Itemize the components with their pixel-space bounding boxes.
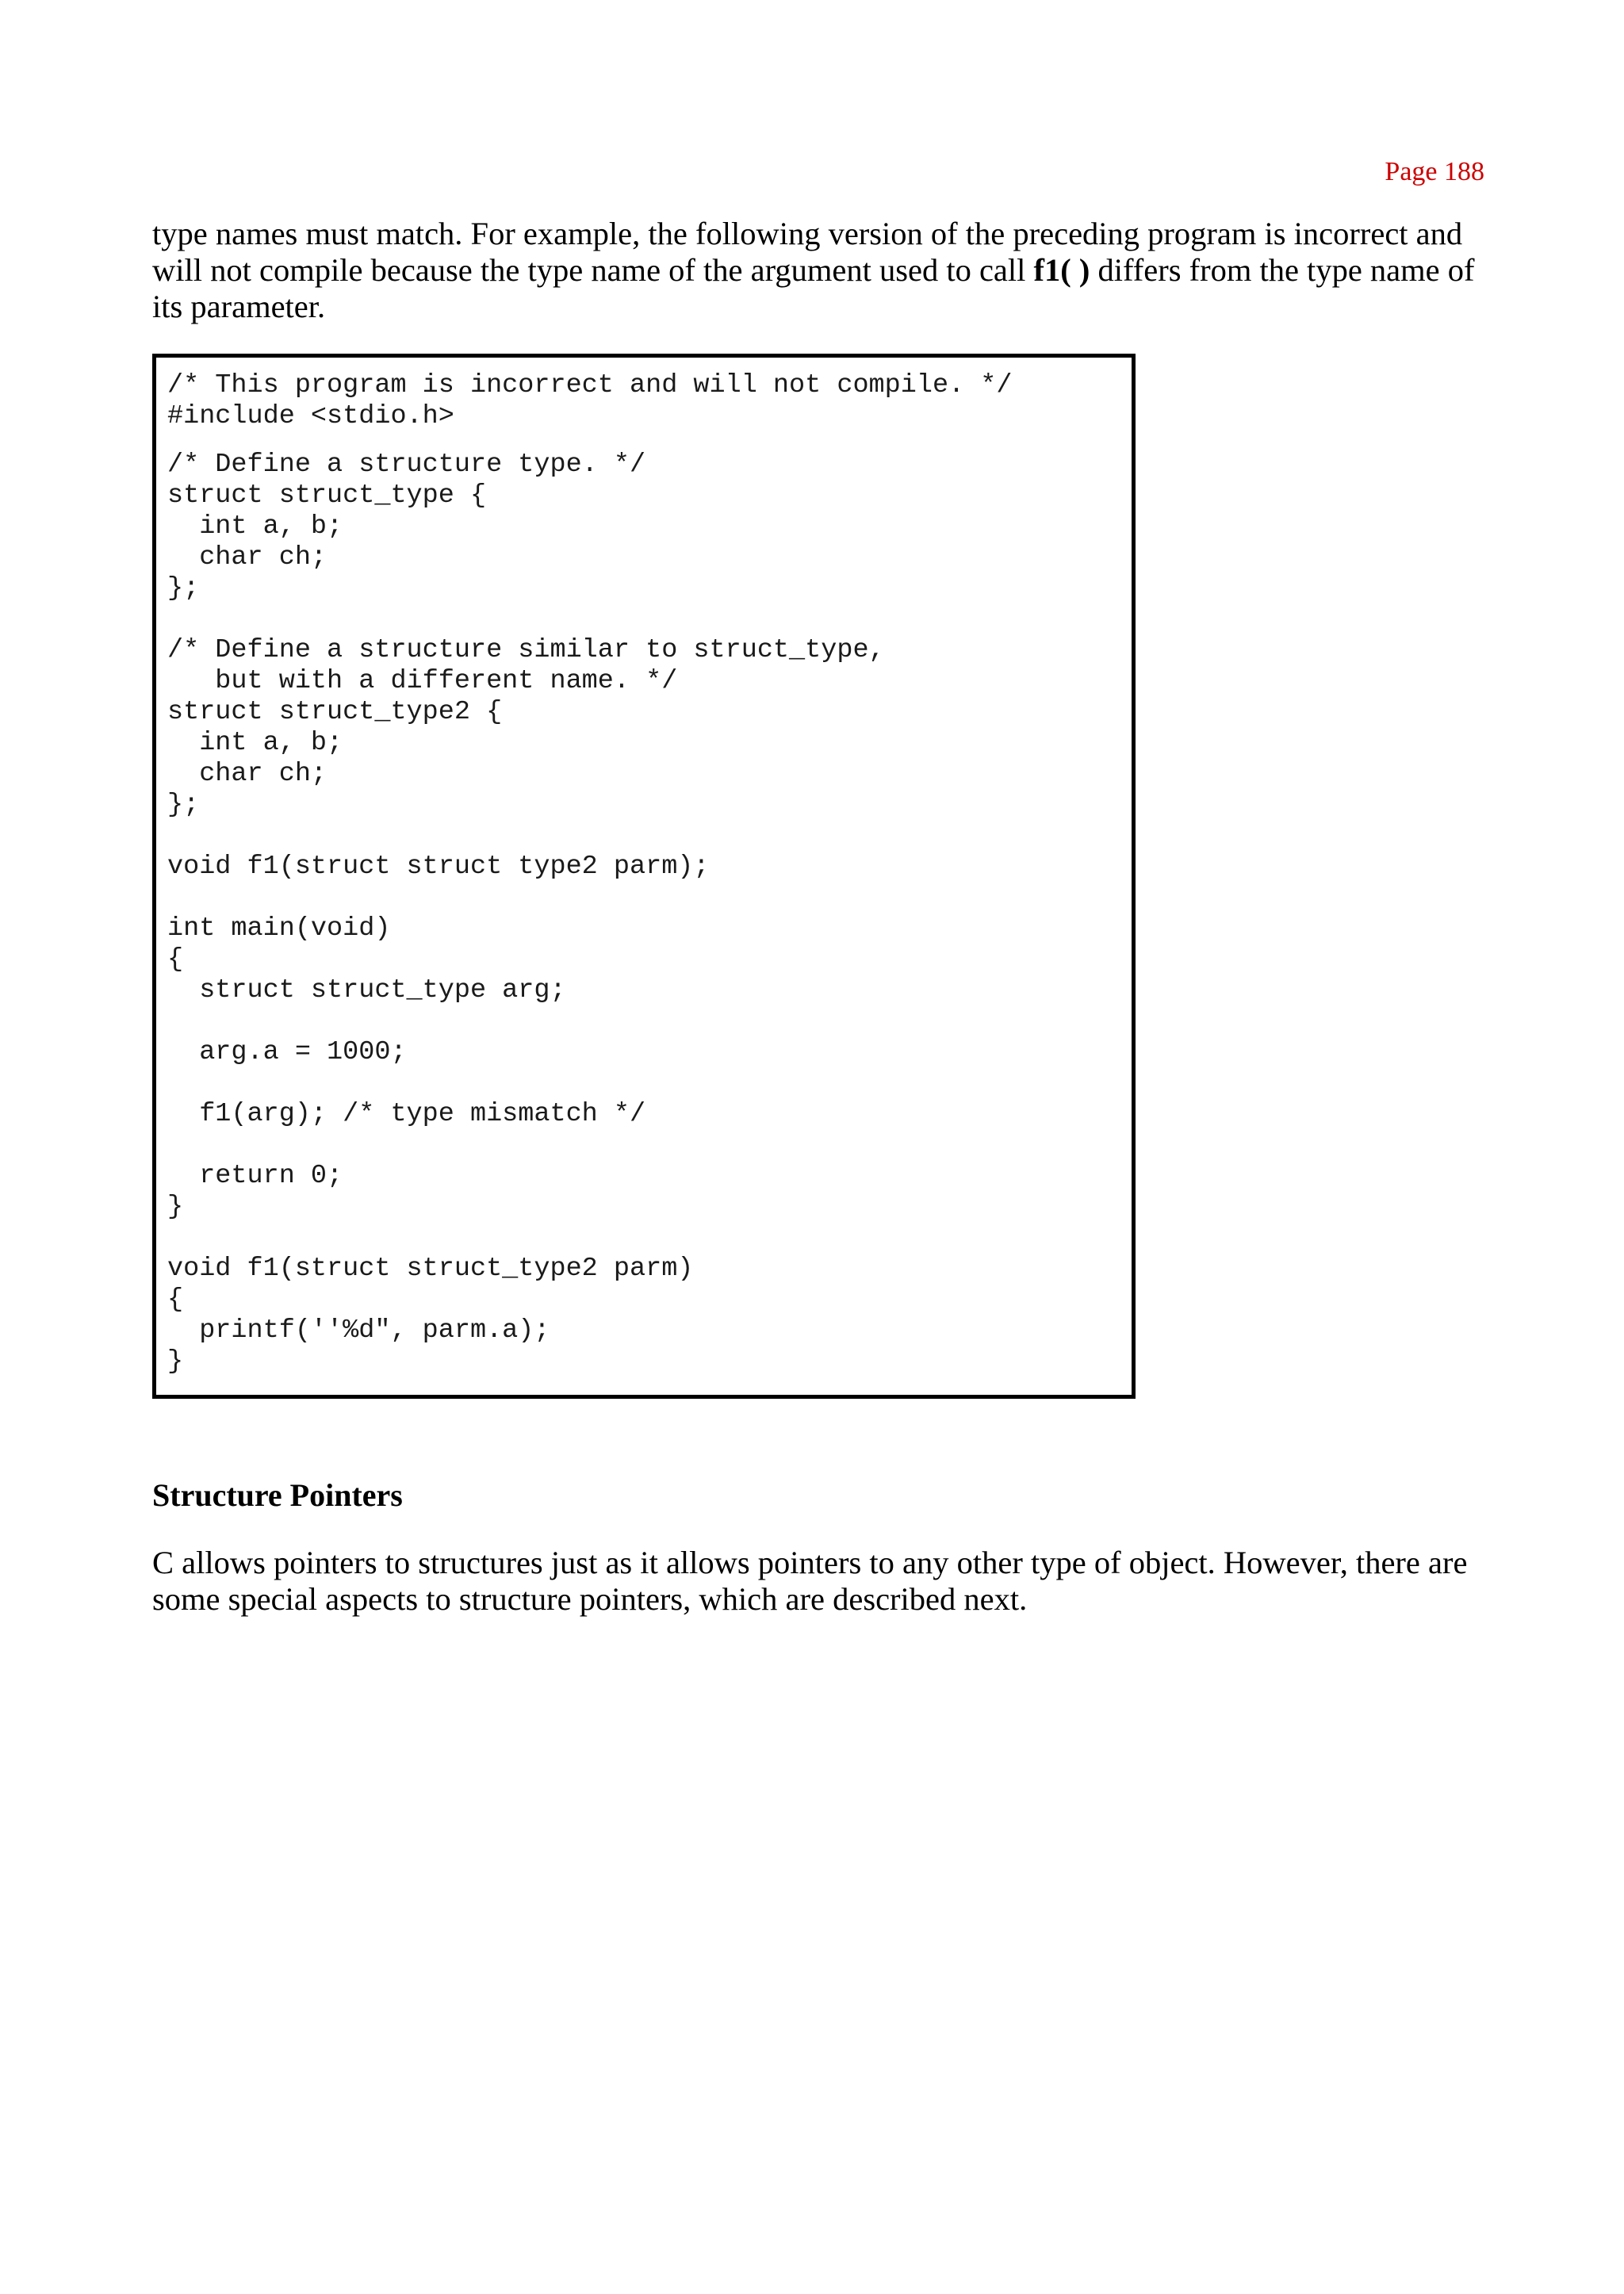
code-line — [167, 1006, 1124, 1037]
code-line — [167, 883, 1124, 913]
code-line: /* Define a structure type. */ — [167, 450, 646, 480]
code-line: arg.a = 1000; — [167, 1037, 407, 1067]
code-line: but with a different name. */ — [167, 666, 678, 696]
code-line: struct struct_type { — [167, 481, 487, 511]
code-line — [167, 1130, 1124, 1161]
code-line: int main(void) — [167, 913, 391, 944]
intro-paragraph — [152, 216, 1484, 325]
code-line: }; — [167, 573, 200, 603]
code-line: { — [167, 1285, 184, 1315]
code-line: char ch; — [167, 759, 327, 789]
code-listing — [152, 354, 1136, 1399]
intro-text-after: differs from the type name of its parameter. — [152, 252, 1475, 324]
code-line: { — [167, 944, 184, 975]
code-line: /* Define a structure similar to struct_type, — [167, 635, 885, 665]
code-line: struct struct_type arg; — [167, 975, 566, 1005]
code-line: int a, b; — [167, 511, 343, 542]
code-line: } — [167, 1192, 184, 1222]
code-line: void f1(struct struct type2 parm); — [167, 852, 710, 882]
section-heading: Structure Pointers — [152, 1477, 403, 1513]
code-line: char ch; — [167, 542, 327, 573]
code-line: void f1(struct struct_type2 parm) — [167, 1254, 694, 1284]
code-line: } — [167, 1346, 184, 1377]
code-line: /* This program is incorrect and will not compile. */ — [167, 370, 1013, 400]
code-line: #include <stdio.h> — [167, 401, 454, 431]
intro-bold-term: f1( ) — [1033, 252, 1090, 288]
code-line — [167, 821, 1124, 852]
code-line: int a, b; — [167, 728, 343, 758]
code-line — [167, 432, 1124, 450]
code-line: return 0; — [167, 1161, 343, 1191]
code-line: f1(arg); /* type mismatch */ — [167, 1099, 646, 1129]
code-line: printf(''%d", parm.a); — [167, 1316, 550, 1346]
section-paragraph: C allows pointers to structures just as it allows pointers to any other type of object. However, there are some special aspects to structure pointers, which are described next. — [152, 1545, 1468, 1617]
code-line — [167, 1223, 1124, 1254]
code-line — [167, 604, 1124, 635]
page-number: Page 188 — [1385, 157, 1484, 186]
code-line: }; — [167, 790, 200, 820]
intro-text-before: type names must match. For example, the following version of the preceding program is incorrect and will not compile because the type name of the argument used to call — [152, 216, 1463, 288]
code-line: struct struct_type2 { — [167, 697, 503, 727]
code-line — [167, 1068, 1124, 1099]
